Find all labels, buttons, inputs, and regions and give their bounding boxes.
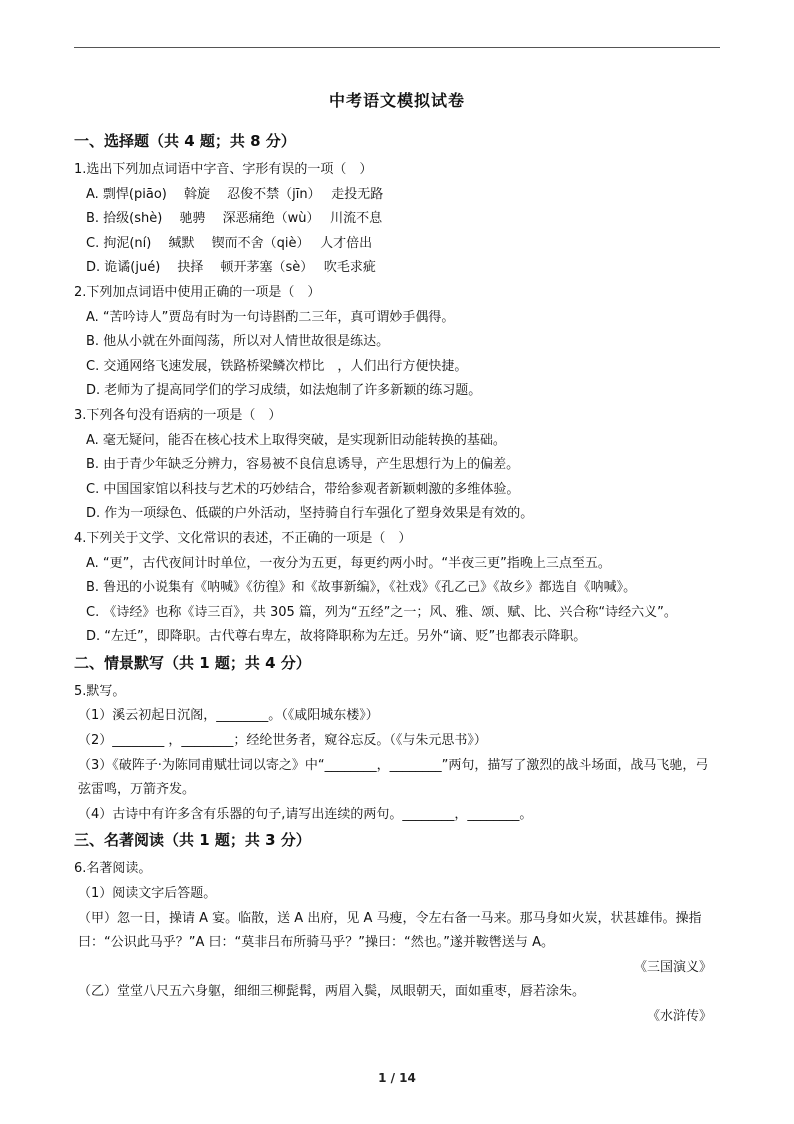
question-stem: 4.下列关于文学、文化常识的表述，不正确的一项是（ ）	[74, 530, 412, 546]
option-b: B. 他从小就在外面闯荡，所以对人情世故很是练达。	[86, 334, 390, 350]
passage-b: （乙）堂堂八尺五六身躯，细细三柳髭髯，两眉入鬓，凤眼朝天，面如重枣，唇若涂朱。	[78, 984, 586, 1000]
dictation-item-2: （2）________ ，________；经纶世务者，窥谷忘反。（《与朱元思书》）	[78, 733, 487, 749]
question-stem: 6.名著阅读。	[74, 861, 152, 877]
question-4	[74, 527, 720, 650]
question-stem: 1.选出下列加点词语中字音、字形有误的一项（ ）	[74, 162, 373, 177]
source-a: 《三国演义》	[633, 959, 712, 975]
option-a: A. 毫无疑问，能否在核心技术上取得突破，是实现新旧动能转换的基础。	[86, 432, 506, 448]
question-2	[74, 281, 720, 404]
option-a: A. “更”，古代夜间计时单位，一夜分为五更，每更约两小时。“半夜三更”指晚上三点至五。	[86, 555, 611, 571]
option-b: B. 鲁迅的小说集有《呐喊》《彷徨》和《故事新编》，《社戏》《孔乙己》《故乡》都选自《呐喊》。	[86, 580, 637, 596]
option-a: A. “苦吟诗人”贾岛有时为一句诗斟酌二三年，真可谓妙手偶得。	[86, 309, 455, 325]
option-a: A. 剽悍(piāo) 斡旋 忍俊不禁（jīn） 走投无路	[86, 186, 384, 202]
dictation-item-3: （3）《破阵子·为陈同甫赋壮词以寄之》中“________，________”两句，描写了激烈的战斗场面，战马飞驰，弓弦雷鸣，万箭齐发。	[78, 757, 709, 798]
option-c: C. 《诗经》也称《诗三百》，共 305 篇，列为“五经”之一；风、雅、颂、赋、比、兴合称“诗经六义”。	[86, 604, 677, 620]
dictation-item-4: （4）古诗中有许多含有乐器的句子,请写出连续的两句。________，________。	[78, 806, 533, 822]
page-number: 1 / 14	[378, 1071, 416, 1085]
dictation-item-1: （1）溪云初起日沉阁，________。（《咸阳城东楼》）	[78, 708, 379, 724]
question-stem: 2.下列加点词语中使用正确的一项是（ ）	[74, 284, 321, 300]
section-heading-dictation: 二、情景默写（共 1 题；共 4 分）	[74, 653, 311, 672]
option-b: B. 由于青少年缺乏分辨力，容易被不良信息诱导，产生思想行为上的偏差。	[86, 457, 520, 473]
question-1	[74, 158, 720, 281]
option-d: D. 诡谲(jué) 抉择 顿开茅塞（sè） 吹毛求疵	[86, 260, 376, 276]
question-3	[74, 404, 720, 527]
question-stem: 5.默写。	[74, 683, 126, 699]
top-rule	[74, 47, 720, 48]
source-b: 《水浒传》	[646, 1009, 712, 1024]
question-5	[74, 680, 720, 828]
option-d: D. 老师为了提高同学们的学习成绩，如法炮制了许多新颖的练习题。	[86, 383, 482, 399]
option-b: B. 拾级(shè) 驰骋 深恶痛绝（wù） 川流不息	[86, 211, 383, 227]
section-heading-choice: 一、选择题（共 4 题；共 8 分）	[74, 132, 296, 150]
option-d: D. 作为一项绿色、低碳的户外活动，坚持骑自行车强化了塑身效果是有效的。	[86, 506, 534, 522]
option-c: C. 交通网络飞速发展，铁路桥梁鳞次栉比 ，人们出行方便快捷。	[86, 358, 468, 374]
question-stem: 3.下列各句没有语病的一项是（ ）	[74, 407, 282, 423]
sub-question-1: （1）阅读文字后答题。	[78, 886, 217, 902]
question-6	[74, 857, 720, 1029]
section-heading-reading: 三、名著阅读（共 1 题；共 3 分）	[74, 831, 311, 850]
option-c: C. 拘泥(ní) 缄默 锲而不舍（qiè） 人才倍出	[86, 235, 373, 251]
page-title: 中考语文模拟试卷	[328, 91, 465, 110]
exam-body	[74, 128, 720, 1030]
option-c: C. 中国国家馆以科技与艺术的巧妙结合，带给参观者新颖刺激的多维体验。	[86, 481, 520, 497]
option-d: D. “左迁”，即降职。古代尊右卑左，故将降职称为左迁。另外“谪、贬”也都表示降职。	[86, 629, 587, 645]
passage-a: （甲）忽一日，操请 A 宴。临散，送 A 出府，见 A 马瘦，令左右备一马来。那马身如火炭，状甚雄伟。操指曰：“公识此马乎？”A 曰：“莫非吕布所骑马乎？”操曰：“然也。”遂并鞍辔送与 A。	[78, 910, 702, 951]
